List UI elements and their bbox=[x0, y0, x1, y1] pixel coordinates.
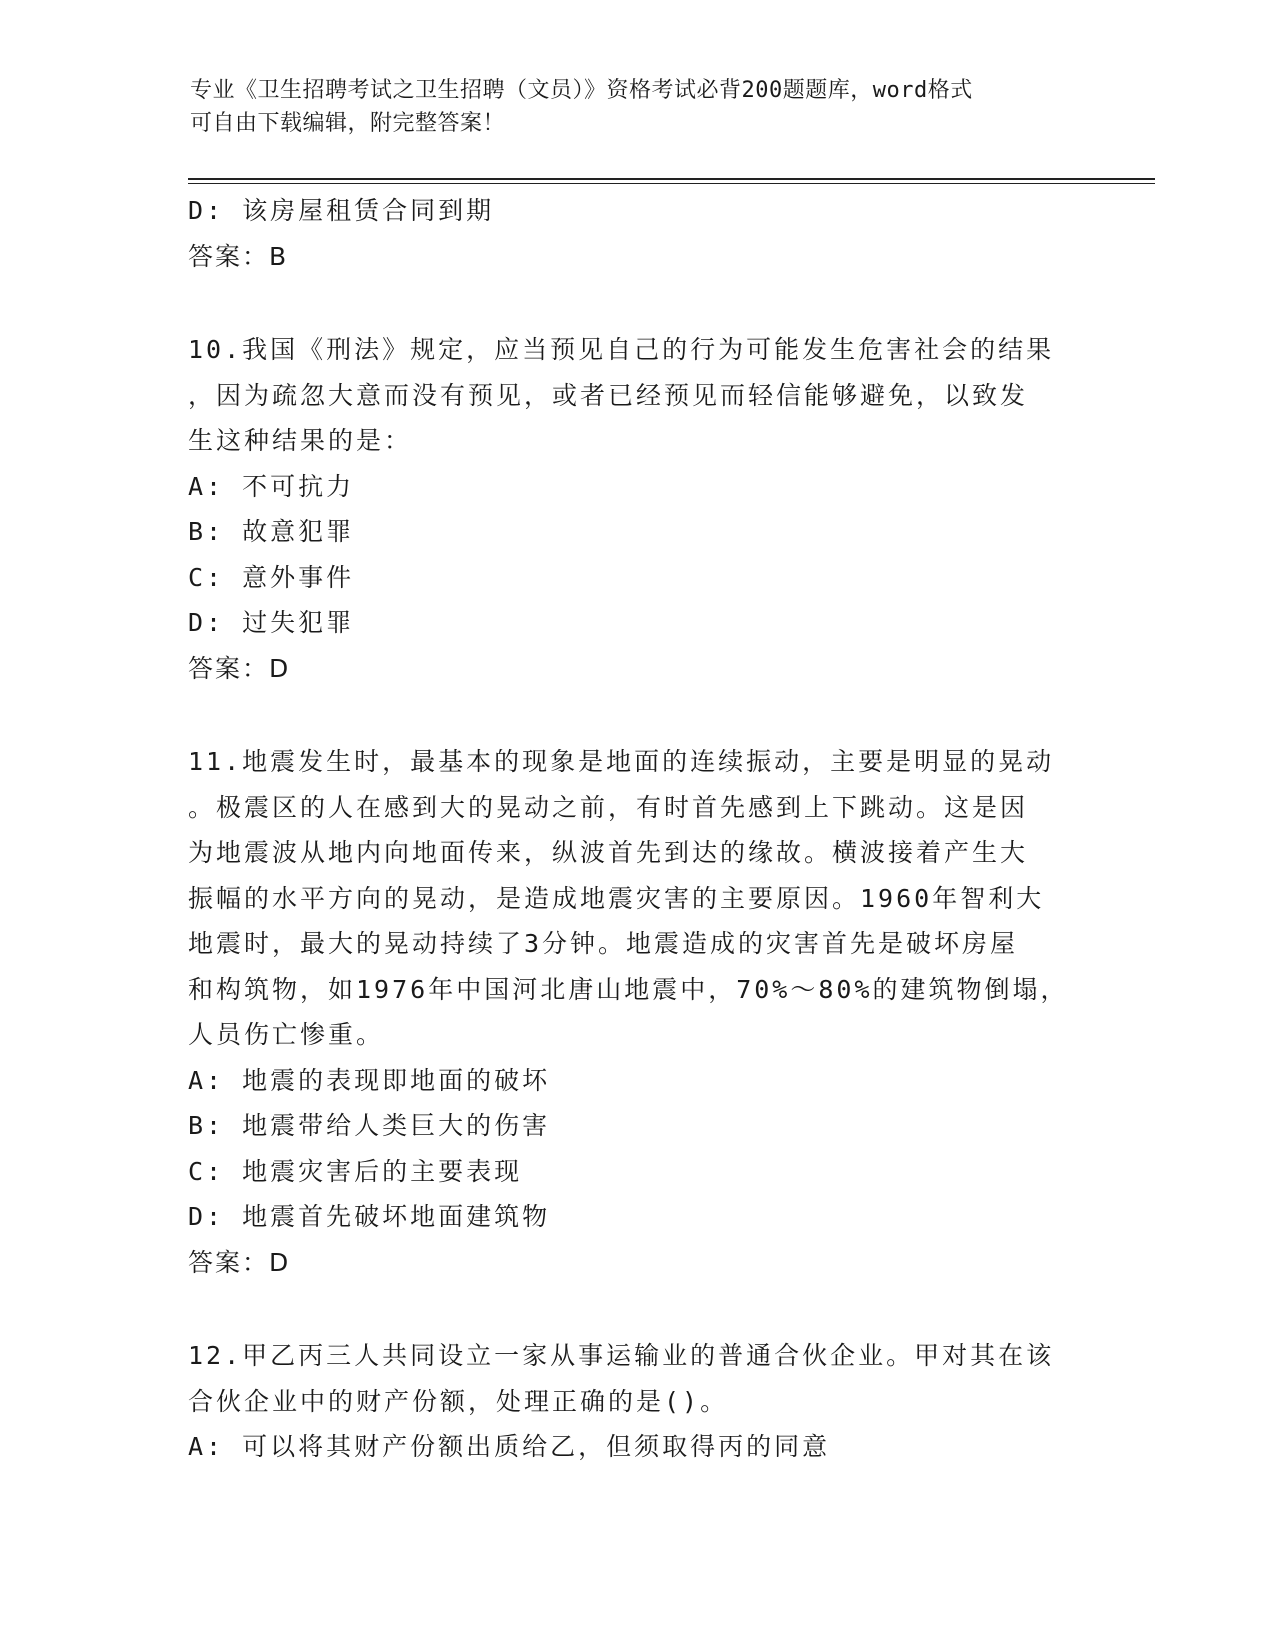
option-b: B: 地震带给人类巨大的伤害 bbox=[188, 1111, 551, 1140]
header-divider-thin bbox=[188, 183, 1155, 184]
question-stem bbox=[188, 739, 1088, 1058]
header-divider-thick bbox=[188, 178, 1155, 180]
question-12 bbox=[188, 1333, 1088, 1470]
option-a: A: 不可抗力 bbox=[188, 471, 355, 501]
question-stem bbox=[188, 327, 1088, 464]
question-stem bbox=[188, 1333, 1088, 1424]
stem-line: 和构筑物，如1976年中国河北唐山地震中，70%～80%的建筑物倒塌， bbox=[188, 974, 1069, 1004]
stem-line: 振幅的水平方向的晃动，是造成地震灾害的主要原因。1960年智利大 bbox=[188, 883, 1045, 913]
spacer bbox=[188, 691, 1088, 739]
document-body bbox=[188, 188, 1088, 1470]
stem-line: 10.我国《刑法》规定，应当预见自己的行为可能发生危害社会的结果 bbox=[188, 335, 1055, 364]
option-d: D: 该房屋租赁合同到期 bbox=[188, 196, 495, 225]
header-line-2: 可自由下载编辑，附完整答案！ bbox=[190, 111, 506, 136]
option-c: C: 意外事件 bbox=[188, 562, 355, 592]
stem-line: 合伙企业中的财产份额，处理正确的是()。 bbox=[188, 1386, 729, 1416]
answer-line: 答案：D bbox=[188, 1247, 291, 1277]
stem-line: 11.地震发生时，最基本的现象是地面的连续振动，主要是明显的晃动 bbox=[188, 747, 1055, 776]
option-b: B: 故意犯罪 bbox=[188, 517, 355, 546]
stem-line: ，因为疏忽大意而没有预见，或者已经预见而轻信能够避免，以致发 bbox=[188, 380, 1029, 410]
option-d: D: 地震首先破坏地面建筑物 bbox=[188, 1202, 551, 1231]
spacer bbox=[188, 1285, 1088, 1333]
stem-line: 。极震区的人在感到大的晃动之前，有时首先感到上下跳动。这是因 bbox=[188, 792, 1029, 822]
answer-line: 答案：D bbox=[188, 653, 291, 683]
question-11 bbox=[188, 739, 1088, 1285]
stem-line: 地震时，最大的晃动持续了3分钟。地震造成的灾害首先是破坏房屋 bbox=[188, 929, 1019, 958]
stem-line: 12.甲乙丙三人共同设立一家从事运输业的普通合伙企业。甲对其在该 bbox=[188, 1341, 1055, 1370]
option-c: C: 地震灾害后的主要表现 bbox=[188, 1156, 523, 1186]
stem-line: 人员伤亡惨重。 bbox=[188, 1020, 385, 1049]
option-d: D: 过失犯罪 bbox=[188, 608, 355, 637]
spacer bbox=[188, 279, 1088, 327]
stem-line: 生这种结果的是： bbox=[188, 426, 413, 455]
carry-over-block bbox=[188, 188, 1088, 279]
stem-line: 为地震波从地内向地面传来，纵波首先到达的缘故。横波接着产生大 bbox=[188, 838, 1029, 867]
option-a: A: 地震的表现即地面的破坏 bbox=[188, 1065, 551, 1095]
header-line-1: 专业《卫生招聘考试之卫生招聘（文员）》资格考试必背200题题库，word格式 bbox=[190, 78, 973, 103]
question-10 bbox=[188, 327, 1088, 691]
page-header bbox=[190, 74, 1070, 140]
option-a: A: 可以将其财产份额出质给乙，但须取得丙的同意 bbox=[188, 1432, 831, 1461]
answer-line: 答案：B bbox=[188, 241, 289, 271]
